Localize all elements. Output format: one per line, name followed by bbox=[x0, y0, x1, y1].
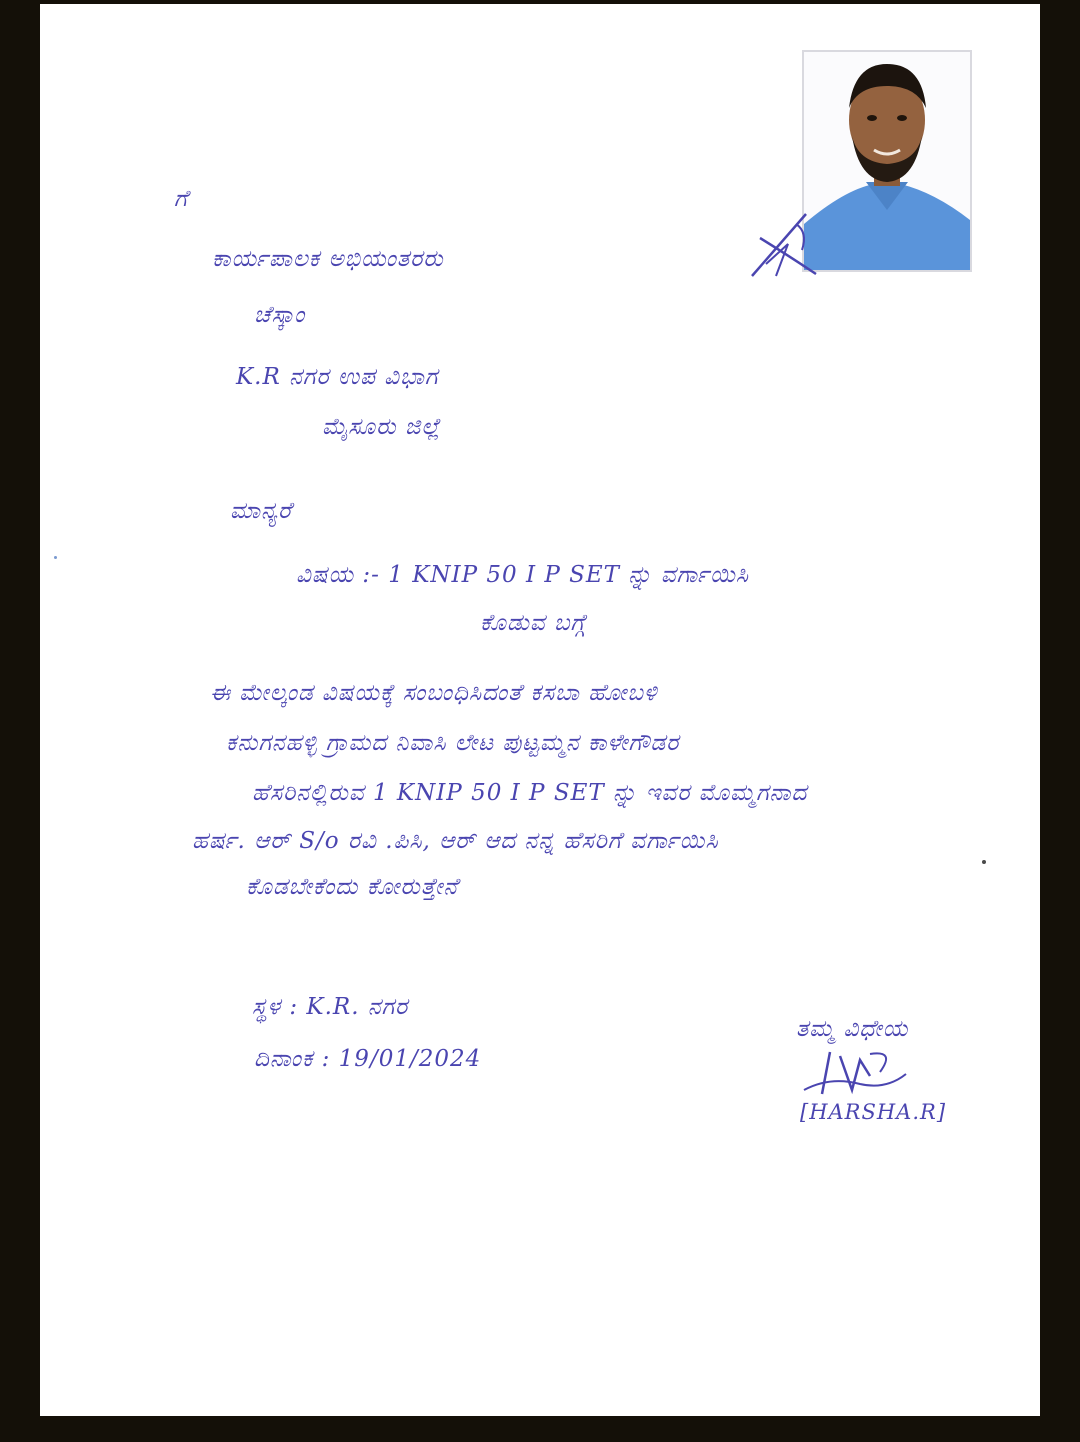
date: ದಿನಾಂಕ : 19/01/2024 bbox=[254, 1046, 482, 1072]
closing: ತಮ್ಮ ವಿಧೇಯ bbox=[796, 1016, 909, 1042]
stray-mark bbox=[54, 556, 57, 559]
body-line-3: ಹೆಸರಿನಲ್ಲಿರುವ 1 KNIP 50 I P SET ನ್ನು ಇವರ ಮೊಮ್ಮಗನಾದ bbox=[252, 780, 808, 806]
salutation: ಮಾನ್ಯರೆ bbox=[230, 498, 293, 524]
signature-over-photo-icon bbox=[746, 204, 826, 284]
signer-name: [HARSHA.R] bbox=[800, 1100, 947, 1124]
stray-mark bbox=[982, 860, 986, 864]
person-photo-icon bbox=[804, 52, 970, 270]
recipient-org: ಚೆಸ್ಕಾಂ bbox=[254, 302, 306, 328]
passport-photo bbox=[802, 50, 972, 272]
body-line-1: ಈ ಮೇಲ್ಕಂಡ ವಿಷಯಕ್ಕೆ ಸಂಬಂಧಿಸಿದಂತೆ ಕಸಬಾ ಹೋಬಳಿ bbox=[210, 680, 658, 706]
recipient-title: ಕಾರ್ಯಪಾಲಕ ಅಭಿಯಂತರರು bbox=[212, 246, 444, 272]
subject-line-1: ವಿಷಯ :- 1 KNIP 50 I P SET ನ್ನು ವರ್ಗಾಯಿಸಿ bbox=[296, 562, 750, 588]
letter-to: ಗೆ bbox=[174, 186, 189, 212]
body-line-4: ಹರ್ಷ. ಆರ್ S/o ರವಿ .ಪಿಸಿ, ಆರ್ ಆದ ನನ್ನ ಹೆಸರಿಗೆ ವರ್ಗಾಯಿಸಿ bbox=[192, 828, 719, 854]
subject-line-2: ಕೊಡುವ ಬಗ್ಗೆ bbox=[480, 610, 587, 636]
body-line-2: ಕನುಗನಹಳ್ಳಿ ಗ್ರಾಮದ ನಿವಾಸಿ ಲೇಟ ಪುಟ್ಟಮ್ಮನ ಕಾಳೇಗೌಡರ bbox=[226, 730, 680, 756]
place: ಸ್ಥಳ : K.R. ನಗರ bbox=[252, 994, 409, 1020]
recipient-division: K.R ನಗರ ಉಪ ವಿಭಾಗ bbox=[236, 364, 439, 390]
handwritten-signature-icon bbox=[800, 1046, 910, 1102]
letter-page bbox=[40, 4, 1040, 1416]
recipient-district: ಮೈಸೂರು ಜಿಲ್ಲೆ bbox=[322, 414, 441, 440]
body-line-5: ಕೊಡಬೇಕೆಂದು ಕೋರುತ್ತೇನೆ bbox=[246, 874, 459, 900]
